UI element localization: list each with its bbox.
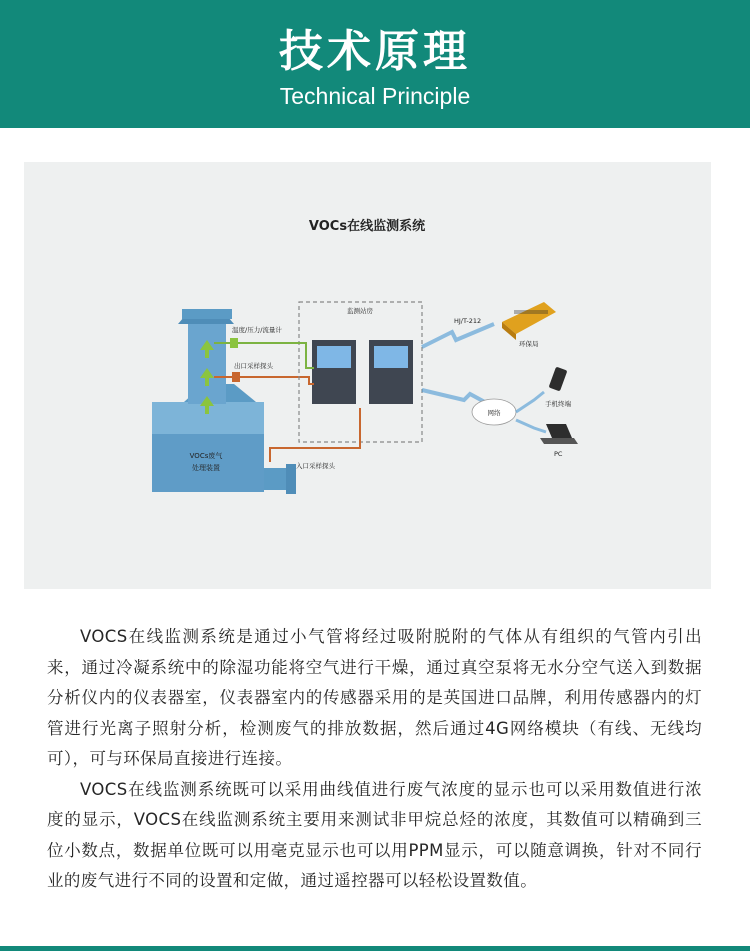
system-diagram [24, 162, 711, 589]
epb-label: 环保局 [519, 340, 539, 348]
network-cloud [472, 392, 546, 432]
diagram-canvas [24, 162, 711, 589]
phone-icon [545, 367, 572, 408]
treatment-label-line1: VOCs废气 [189, 452, 223, 460]
description-text [47, 622, 702, 897]
epb-building [502, 302, 556, 348]
paragraph-2: VOCS在线监测系统既可以采用曲线值进行废气浓度的显示也可以采用数值进行浓度的显示，VOCS在线监测系统主要用来测试非甲烷总烃的浓度，其数值可以精确到三位小数点，数据单位既可以用毫克显示也可以用PPM显示，可以随意调换，针对不同行业的废气进行不同的设置和定做，通过遥控器可以轻松设置数值。 [47, 779, 702, 890]
sensor-label: 温度/压力/流量计 [232, 326, 282, 334]
outlet-probe-label: 出口采样探头 [234, 362, 273, 370]
paragraph-1: VOCS在线监测系统是通过小气管将经过吸附脱附的气体从有组织的气管内引出来，通过冷凝系统中的除湿功能将空气进行干燥，通过真空泵将无水分空气送入到数据分析仪内的仪表器室，仪表器室内的传感器采用的是英国进口品牌，利用传感器内的灯管进行光离子照射分析，检测废气的排放数据，然后通过4G网络模块（有线、无线均可），可与环保局直接进行连接。 [47, 627, 702, 768]
protocol-label: HJ/T-212 [454, 317, 482, 325]
page-title: 技术原理 [279, 26, 471, 77]
exhaust-stack [178, 309, 234, 414]
pc-icon [540, 424, 578, 458]
bottom-accent-bar [0, 946, 750, 951]
network-label: 网络 [487, 409, 501, 417]
pc-label: PC [554, 450, 563, 458]
treatment-label-line2: 处理装置 [192, 464, 220, 472]
signal-links [422, 317, 494, 407]
stack-sensors [214, 325, 300, 382]
diagram-title: VOCs在线监测系统 [308, 219, 426, 234]
page-header [0, 0, 750, 128]
phone-label: 手机终端 [545, 400, 571, 408]
inlet-probe-label: 入口采样探头 [296, 462, 335, 470]
station-label: 监测站房 [347, 307, 373, 315]
page-subtitle: Technical Principle [279, 83, 471, 109]
